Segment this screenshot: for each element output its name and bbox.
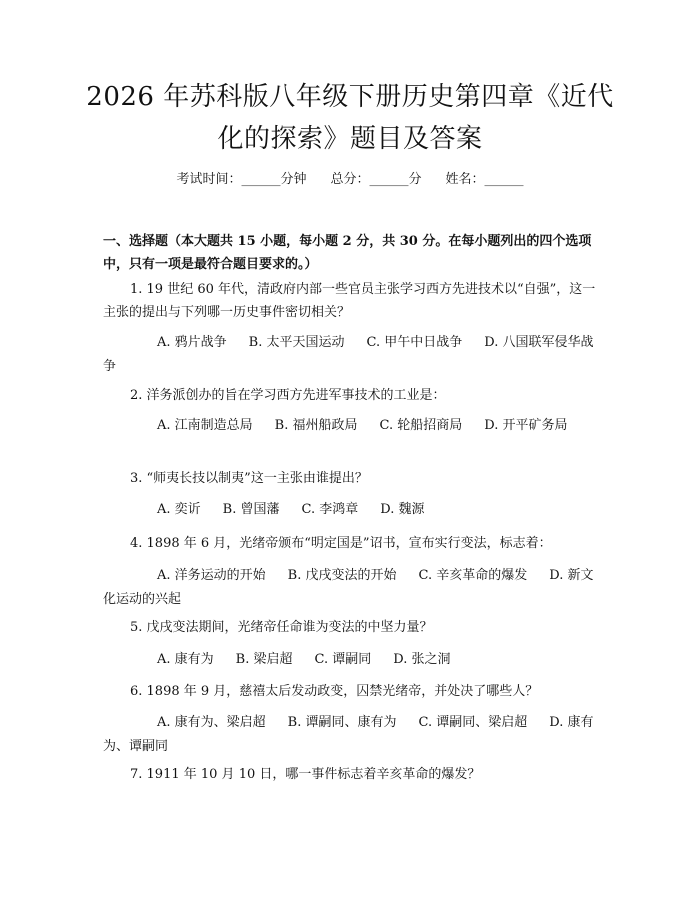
option-c: C. 李鸿章 xyxy=(301,502,359,517)
exam-info xyxy=(0,168,700,187)
option-d: D. 魏源 xyxy=(380,502,425,517)
option-a: A. 康有为、梁启超 xyxy=(157,715,266,730)
option-b: B. 福州船政局 xyxy=(274,418,358,433)
question-2 xyxy=(103,384,603,407)
question-stem: 7. 1911 年 10 月 10 日，哪一事件标志着辛亥革命的爆发？ xyxy=(130,767,481,782)
question-stem: 5. 戊戌变法期间，光绪帝任命谁为变法的中坚力量？ xyxy=(130,620,433,635)
question-stem: 1. 19 世纪 60 年代，清政府内部一些官员主张学习西方先进技术以“自强”，这一主张的提出与下列哪一历史事件密切相关？ xyxy=(103,282,596,320)
option-a: A. 奕䜣 xyxy=(157,502,201,517)
option-b: B. 戊戌变法的开始 xyxy=(287,568,397,583)
question-stem: 3. “师夷长技以制夷”这一主张由谁提出？ xyxy=(130,471,368,486)
question-5-options xyxy=(103,648,603,672)
question-1-options xyxy=(103,331,603,379)
option-a: A. 康有为 xyxy=(157,652,214,667)
option-a: A. 江南制造总局 xyxy=(157,418,253,433)
question-stem: 4. 1898 年 6 月，光绪帝颁布“明定国是”诏书，宣布实行变法，标志着： xyxy=(130,536,552,551)
option-c: C. 谭嗣同 xyxy=(314,652,372,667)
question-stem: 6. 1898 年 9 月，慈禧太后发动政变，囚禁光绪帝，并处决了哪些人？ xyxy=(130,684,539,699)
question-stem: 2. 洋务派创办的旨在学习西方先进军事技术的工业是： xyxy=(130,388,446,403)
question-3-options xyxy=(103,498,603,522)
question-3 xyxy=(103,467,603,490)
section-heading: 一、选择题（本大题共 15 小题，每小题 2 分，共 30 分。在每小题列出的四个选项中，只有一项是最符合题目要求的。） xyxy=(103,234,592,272)
question-6-options xyxy=(103,711,603,759)
option-b: B. 梁启超 xyxy=(235,652,293,667)
option-d: D. 八国联军侵华战争 xyxy=(103,335,594,374)
option-c: C. 甲午中日战争 xyxy=(366,335,463,350)
option-a: A. 洋务运动的开始 xyxy=(157,568,266,583)
question-5 xyxy=(103,616,603,639)
option-c: C. 谭嗣同、梁启超 xyxy=(418,715,528,730)
question-4-options xyxy=(103,564,603,612)
option-a: A. 鸦片战争 xyxy=(157,335,227,350)
question-2-options xyxy=(103,414,603,438)
title-line-1: 2026 年苏科版八年级下册历史第四章《近代 xyxy=(86,82,614,112)
exam-time-field: 考试时间：______分钟 xyxy=(176,172,307,187)
option-d: D. 开平矿务局 xyxy=(484,418,568,433)
option-c: C. 辛亥革命的爆发 xyxy=(418,568,528,583)
question-6 xyxy=(103,680,603,703)
option-d: D. 张之洞 xyxy=(393,652,451,667)
exam-name-field: 姓名：______ xyxy=(445,172,524,187)
question-4 xyxy=(103,532,603,555)
question-7 xyxy=(103,763,603,786)
option-b: B. 太平天国运动 xyxy=(248,335,345,350)
exam-score-field: 总分：______分 xyxy=(330,172,422,187)
title-line-2: 化的探索》题目及答案 xyxy=(217,124,483,154)
question-1 xyxy=(103,278,603,324)
document-title xyxy=(60,76,640,160)
option-d: D. 康有为、谭嗣同 xyxy=(103,715,594,754)
option-b: B. 谭嗣同、康有为 xyxy=(287,715,397,730)
option-b: B. 曾国藩 xyxy=(222,502,280,517)
option-d: D. 新文化运动的兴起 xyxy=(103,568,594,607)
option-c: C. 轮船招商局 xyxy=(379,418,463,433)
